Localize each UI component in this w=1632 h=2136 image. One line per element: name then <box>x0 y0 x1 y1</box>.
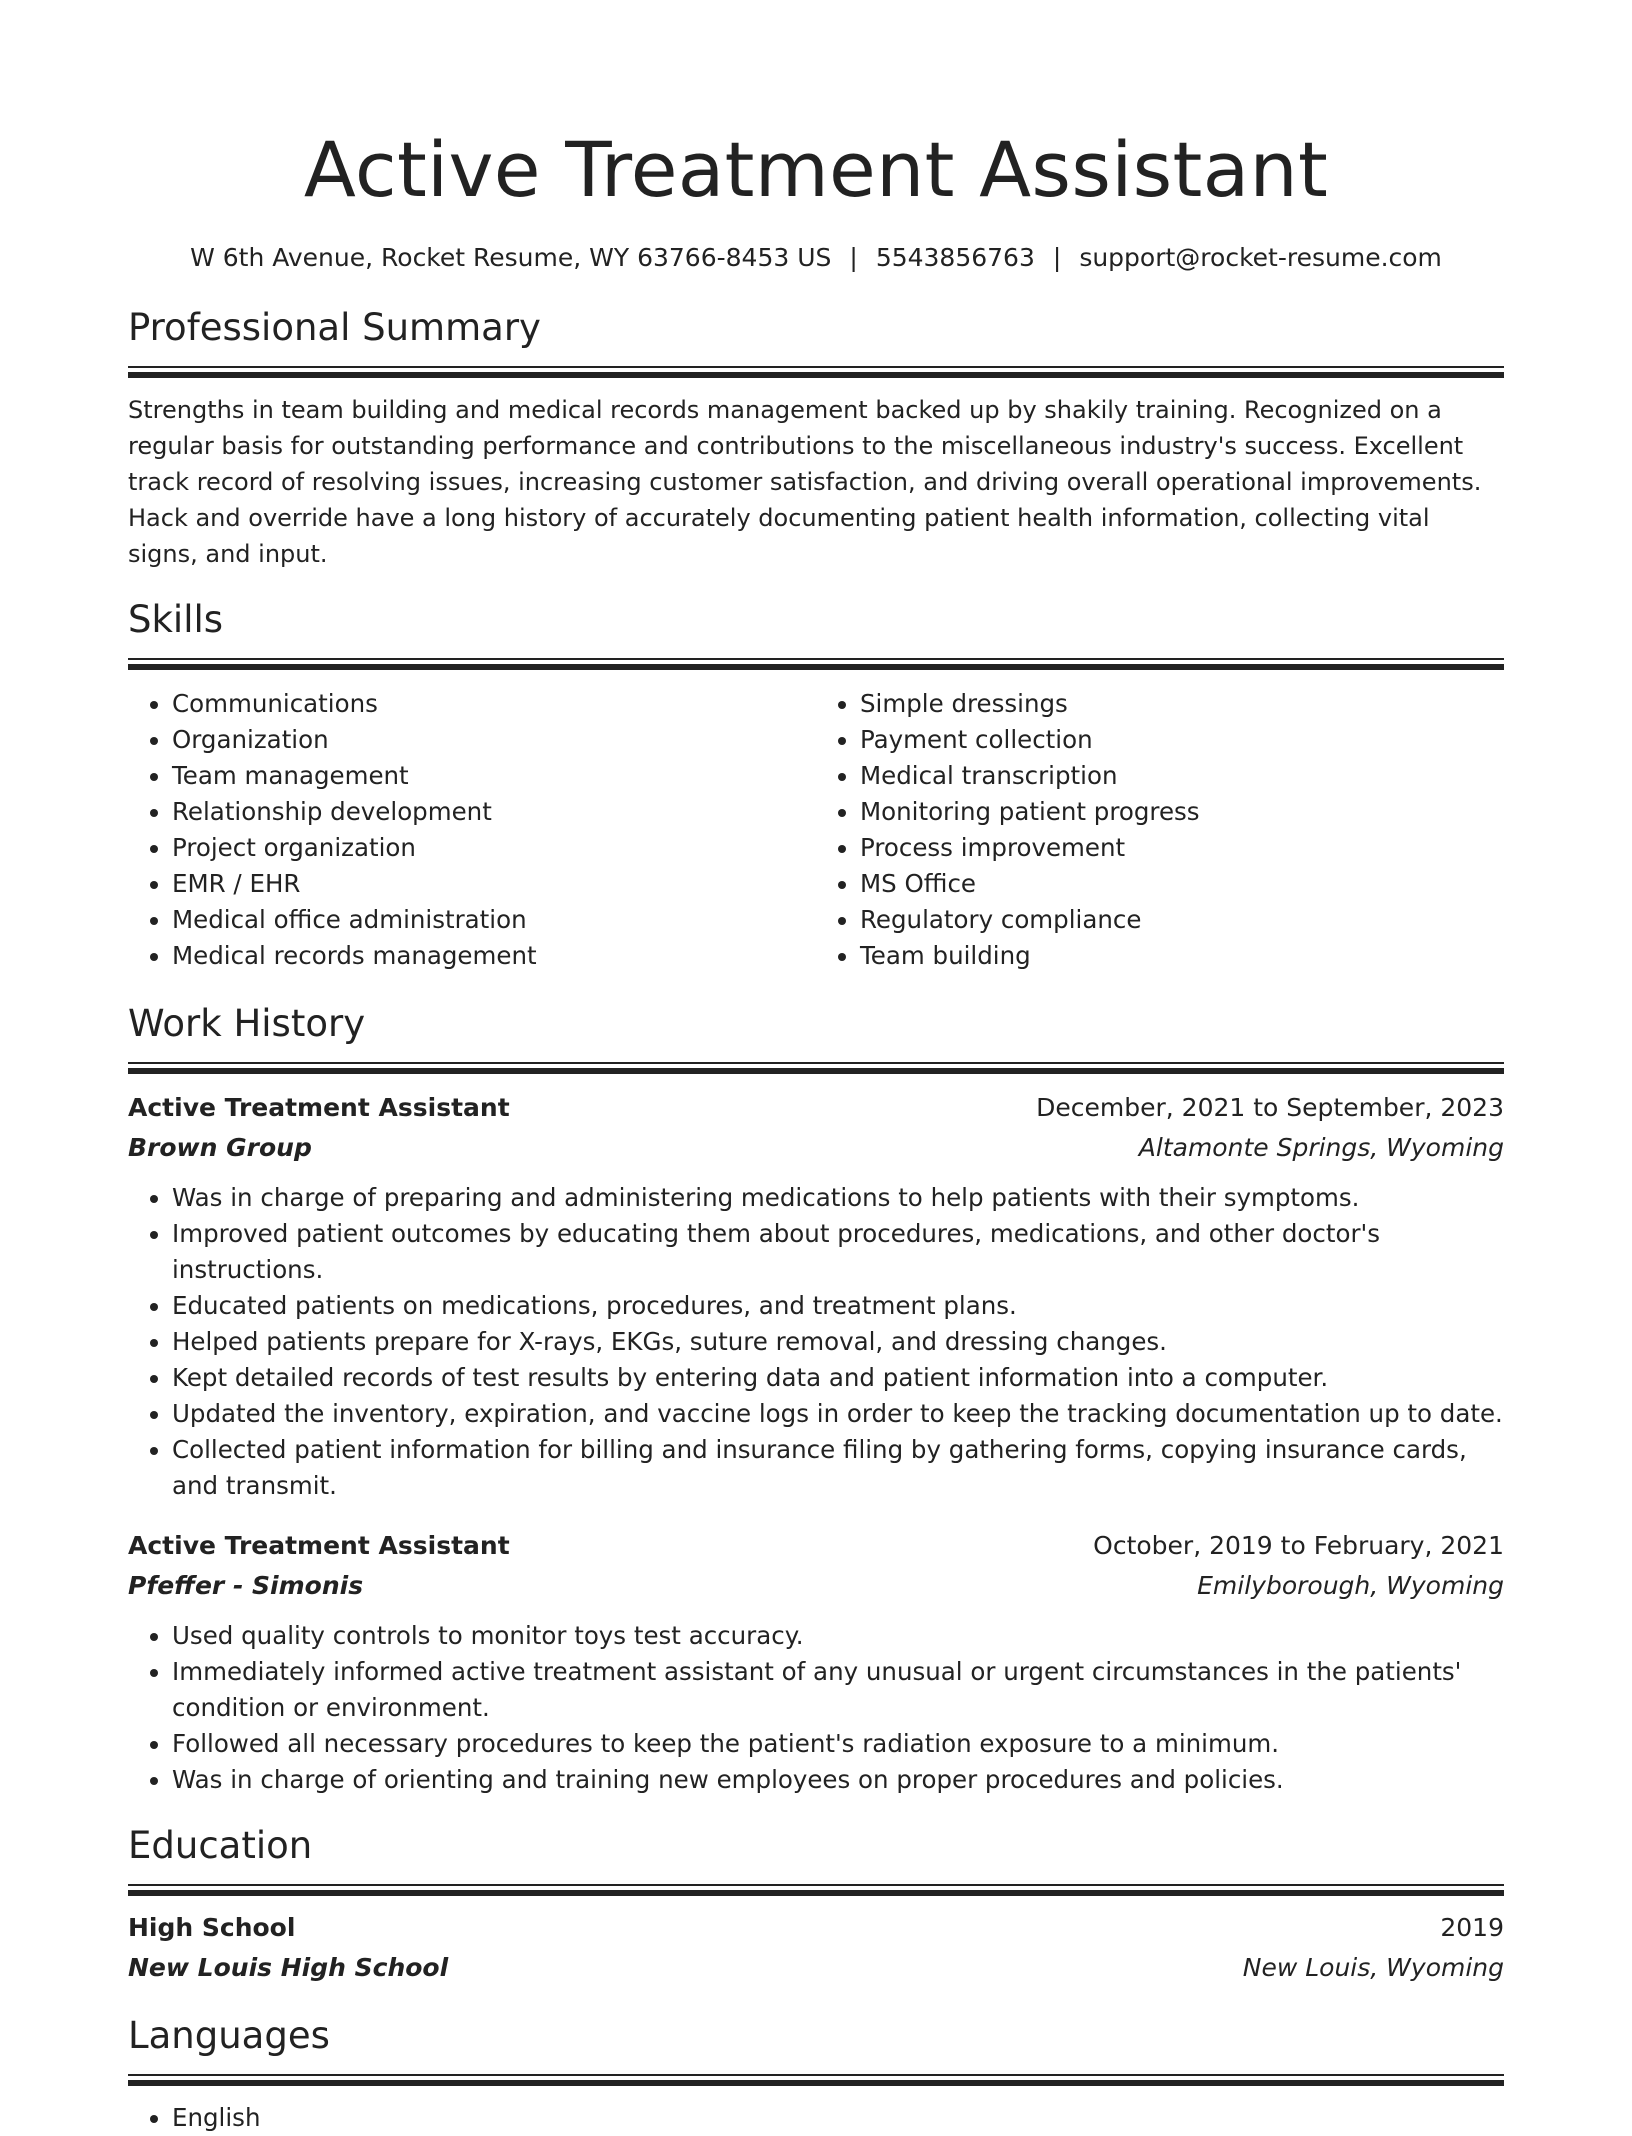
skill-item: • Monitoring patient progress <box>860 794 1504 830</box>
section-divider <box>128 1062 1504 1074</box>
skill-item: • Organization <box>172 722 816 758</box>
skill-item: • Process improvement <box>860 830 1504 866</box>
skill-item: • Team building <box>860 938 1504 974</box>
separator: | <box>1052 243 1062 272</box>
section-divider <box>128 2074 1504 2086</box>
company-name: Brown Group <box>128 1133 312 1162</box>
education-header <box>128 1908 1504 1948</box>
job-bullet: • Used quality controls to monitor toys test accuracy. <box>172 1618 1504 1654</box>
contact-line <box>128 240 1504 276</box>
language-item: • English <box>172 2100 1504 2136</box>
section-title-work: Work History <box>128 1002 366 1045</box>
job-dates: December, 2021 to September, 2023 <box>1036 1093 1504 1122</box>
languages-section <box>128 2012 1504 2136</box>
job-bullet: • Kept detailed records of test results by entering data and patient information into a computer. <box>172 1360 1504 1396</box>
job-bullet: • Collected patient information for billing and insurance filing by gathering forms, copying insurance cards, and transmit. <box>172 1432 1504 1504</box>
candidate-name: Active Treatment Assistant <box>303 125 1329 214</box>
skills-list-right <box>816 686 1504 974</box>
job-header <box>128 1088 1504 1128</box>
education-entry <box>128 1908 1504 1988</box>
languages-list <box>128 2100 1504 2136</box>
education-section <box>128 1822 1504 1988</box>
job-bullets <box>128 1618 1504 1798</box>
section-title-skills: Skills <box>128 598 224 641</box>
school-location: New Louis, Wyoming <box>1242 1953 1504 1982</box>
section-title-languages: Languages <box>128 2014 330 2057</box>
school-name: New Louis High School <box>128 1953 449 1982</box>
job-location: Altamonte Springs, Wyoming <box>1138 1133 1504 1162</box>
work-section <box>128 1000 1504 1798</box>
job-entry <box>128 1526 1504 1798</box>
skills-columns <box>128 686 1504 974</box>
job-entry <box>128 1088 1504 1504</box>
job-bullet: • Helped patients prepare for X-rays, EKGs, suture removal, and dressing changes. <box>172 1324 1504 1360</box>
skill-item: • EMR / EHR <box>172 866 816 902</box>
company-name: Pfeffer - Simonis <box>128 1571 364 1600</box>
email: support@rocket-resume.com <box>1079 243 1442 272</box>
skills-section <box>128 596 1504 974</box>
summary-text: Strengths in team building and medical records management backed up by shakily training. Recognized on a regular basis for outstanding performance and contributions to the miscellaneous industry's success. Excellent track record of resolving issues, increasing customer satisfaction, and driving overall operational improvements. Hack and override have a long history of accurately documenting patient health information, collecting vital signs, and input. <box>128 396 1482 568</box>
job-title: Active Treatment Assistant <box>128 1093 510 1122</box>
job-bullet: • Was in charge of preparing and administering medications to help patients with their symptoms. <box>172 1180 1504 1216</box>
skill-item: • Regulatory compliance <box>860 902 1504 938</box>
section-divider <box>128 658 1504 670</box>
job-dates: October, 2019 to February, 2021 <box>1093 1531 1504 1560</box>
job-subheader <box>128 1566 1504 1606</box>
education-year: 2019 <box>1440 1913 1504 1942</box>
job-subheader <box>128 1128 1504 1168</box>
degree: High School <box>128 1913 296 1942</box>
skill-item: • Payment collection <box>860 722 1504 758</box>
separator: | <box>849 243 858 272</box>
job-header <box>128 1526 1504 1566</box>
job-bullet: • Immediately informed active treatment assistant of any unusual or urgent circumstances in the patients' condition or environment. <box>172 1654 1504 1726</box>
skill-item: • MS Office <box>860 866 1504 902</box>
job-bullet: • Educated patients on medications, procedures, and treatment plans. <box>172 1288 1504 1324</box>
address: W 6th Avenue, Rocket Resume, WY 63766-8453 US <box>190 243 832 272</box>
job-bullet: • Updated the inventory, expiration, and vaccine logs in order to keep the tracking documentation up to date. <box>172 1396 1504 1432</box>
job-bullet: • Was in charge of orienting and training new employees on proper procedures and policies. <box>172 1762 1504 1798</box>
job-bullet: • Improved patient outcomes by educating them about procedures, medications, and other doctor's instructions. <box>172 1216 1504 1288</box>
job-title: Active Treatment Assistant <box>128 1531 510 1560</box>
section-title-summary: Professional Summary <box>128 306 541 349</box>
skill-item: • Team management <box>172 758 816 794</box>
skill-item: • Medical transcription <box>860 758 1504 794</box>
job-location: Emilyborough, Wyoming <box>1197 1571 1504 1600</box>
skill-item: • Project organization <box>172 830 816 866</box>
section-title-education: Education <box>128 1824 313 1867</box>
skill-item: • Communications <box>172 686 816 722</box>
skills-list-left <box>128 686 816 974</box>
skill-item: • Medical office administration <box>172 902 816 938</box>
phone: 5543856763 <box>875 243 1035 272</box>
job-bullets <box>128 1180 1504 1504</box>
education-subheader <box>128 1948 1504 1988</box>
section-divider <box>128 1884 1504 1896</box>
skill-item: • Simple dressings <box>860 686 1504 722</box>
section-divider <box>128 366 1504 378</box>
job-bullet: • Followed all necessary procedures to keep the patient's radiation exposure to a minimum. <box>172 1726 1504 1762</box>
summary-section <box>128 304 1504 572</box>
skill-item: • Relationship development <box>172 794 816 830</box>
skill-item: • Medical records management <box>172 938 816 974</box>
